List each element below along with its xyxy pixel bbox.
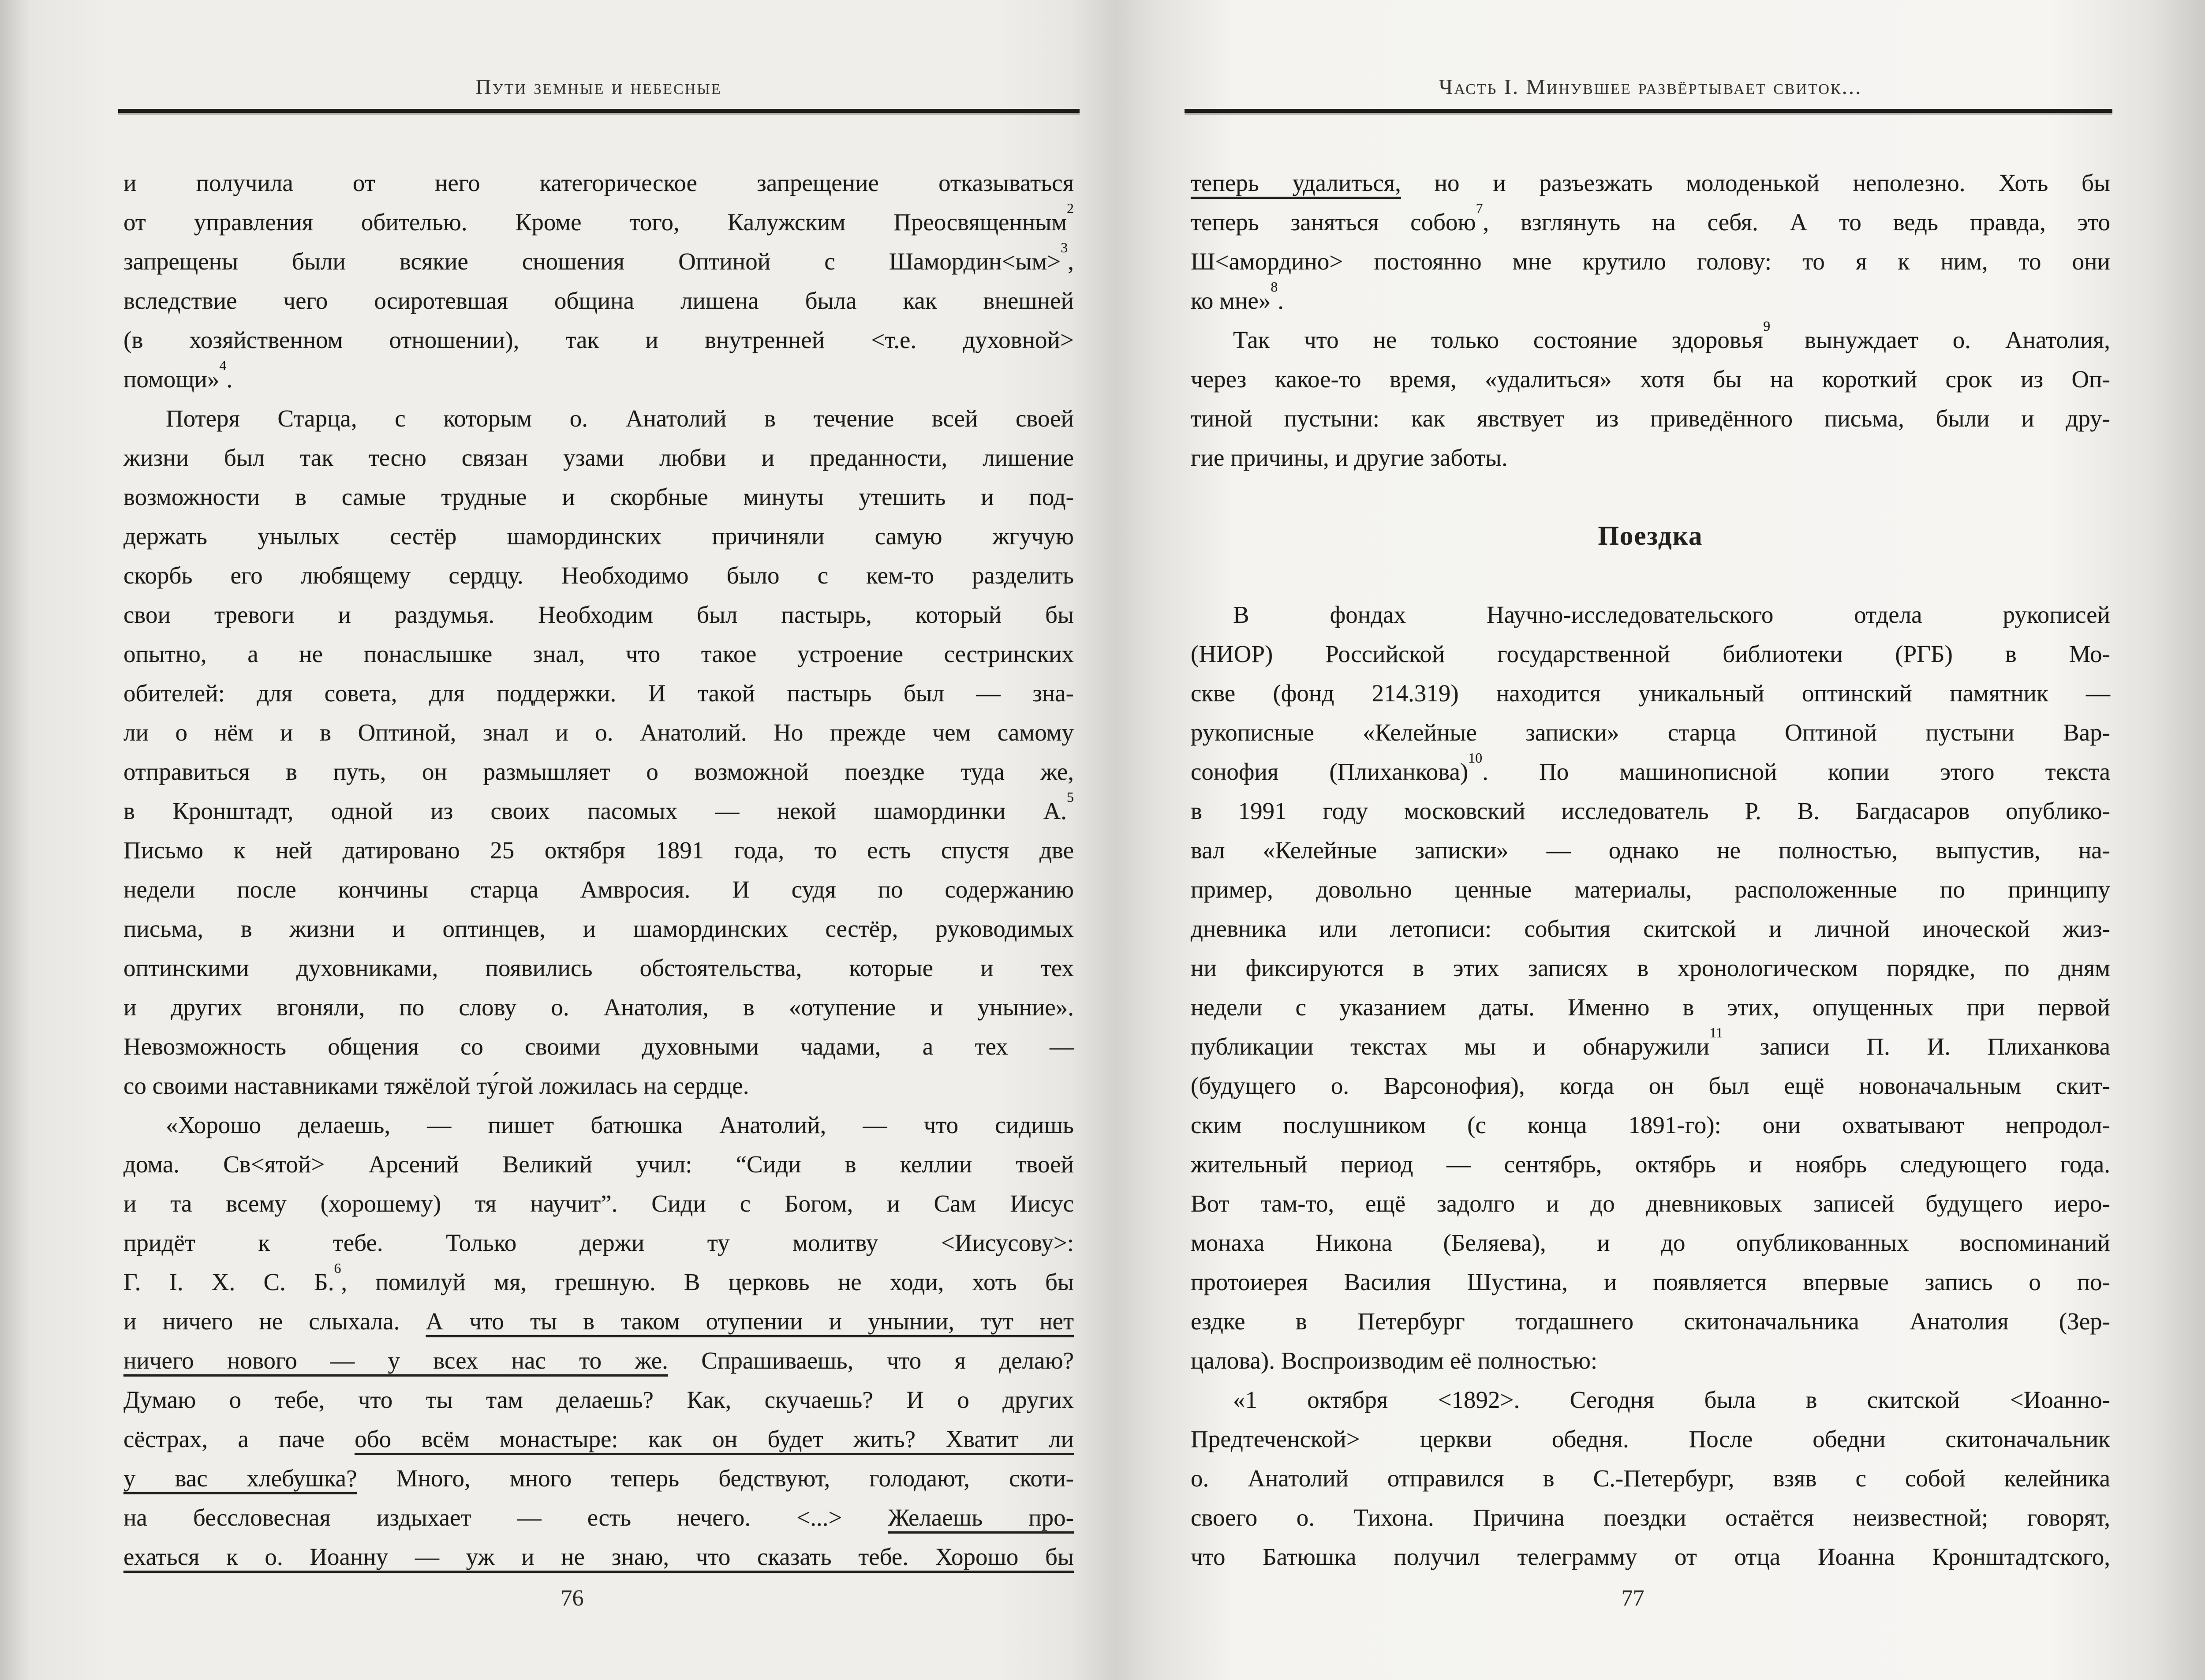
text-segment: Предтеченской> церкви обедня. После обедни скитоначальник — [1191, 1426, 2110, 1452]
text-segment: «1 октября <1892>. Сегодня была в скитской <Иоанно- — [1233, 1386, 2110, 1413]
text-line — [123, 1419, 1074, 1459]
text-line — [1191, 988, 2110, 1027]
text-segment: сёстрах, а паче — [123, 1426, 355, 1452]
text-line — [123, 988, 1074, 1027]
text-line — [123, 673, 1074, 713]
text-line — [1191, 281, 2110, 320]
text-segment: . — [1278, 287, 1284, 314]
text-segment: цалова). Воспроизводим её полностью: — [1191, 1347, 1598, 1374]
text-line — [123, 477, 1074, 516]
page-number-left: 76 — [561, 1586, 584, 1611]
text-segment: , помилуй мя, грешную. В церковь не ходи, хоть бы — [341, 1268, 1074, 1295]
text-line — [123, 1027, 1074, 1066]
text-segment: ли о нём и в Оптиной, знал и о. Анатолий. Но прежде чем самому — [123, 719, 1074, 746]
text-segment: жительный период — сентябрь, октябрь и ноябрь следующего года. — [1191, 1151, 2110, 1178]
text-segment: отправиться в путь, он размышляет о возможной поездке туда же, — [123, 758, 1074, 785]
text-segment: гие причины, и другие заботы. — [1191, 444, 1508, 471]
text-line — [123, 909, 1074, 948]
text-line — [1191, 1341, 2110, 1380]
text-segment: Вот там-то, ещё задолго и до дневниковых записей будущего иеро- — [1191, 1190, 2110, 1217]
text-segment: на бессловесная издыхает — есть нечего. <...> — [123, 1504, 888, 1531]
text-segment: вследствие чего осиротевшая община лишена была как внешней — [123, 287, 1074, 314]
text-line — [1191, 1262, 2110, 1302]
section-heading: Поездка — [1598, 521, 1703, 551]
text-line — [123, 791, 1074, 831]
text-segment: скорбь его любящему сердцу. Необходимо было с кем-то разделить — [123, 562, 1074, 589]
footnote-ref: 2 — [1067, 200, 1074, 216]
text-line — [1191, 713, 2110, 752]
text-line — [1191, 1302, 2110, 1341]
text-segment: дома. Св<ятой> Арсений Великий учил: “Сиди в келлии твоей — [123, 1151, 1074, 1178]
text-line — [1191, 1380, 2110, 1419]
text-segment: (НИОР) Российской государственной библиотеки (РГБ) в Мо- — [1191, 640, 2110, 667]
text-line — [1191, 359, 2110, 399]
text-segment: рукописные «Келейные записки» старца Оптиной пустыни Вар- — [1191, 719, 2110, 746]
text-segment: со своими наставниками тяжёлой ту́гой ложилась на сердце. — [123, 1072, 749, 1099]
text-segment: ездке в Петербург тогдашнего скитоначальника Анатолия (Зер- — [1191, 1308, 2110, 1335]
text-line — [1191, 1537, 2110, 1576]
text-line — [1191, 1027, 2110, 1066]
text-segment: запрещены были всякие сношения Оптиной с Шамордин<ым> — [123, 248, 1061, 275]
text-segment: жизни был так тесно связан узами любви и преданности, лишение — [123, 444, 1074, 471]
text-segment: ни фиксируются в этих записях в хронологическом порядке, по дням — [1191, 954, 2110, 981]
text-line — [1191, 1105, 2110, 1145]
text-line — [123, 556, 1074, 595]
text-segment: о. Анатолий отправился в С.-Петербург, взяв с собой келейника — [1191, 1465, 2110, 1492]
text-line — [1191, 673, 2110, 713]
text-segment: свои тревоги и раздумья. Необходим был пастырь, который бы — [123, 601, 1074, 628]
text-segment: Невозможность общения со своими духовными чадами, а тех — — [123, 1033, 1074, 1060]
text-line — [123, 239, 1074, 281]
text-segment: скве (фонд 214.319) находится уникальный оптинский памятник — — [1191, 680, 2110, 707]
text-line — [123, 713, 1074, 752]
text-segment: теперь удалиться, — [1191, 169, 1401, 196]
footnote-ref: 11 — [1709, 1025, 1723, 1040]
text-segment: возможности в самые трудные и скорбные минуты утешить и под- — [123, 483, 1074, 510]
text-segment: ским послушником (с конца 1891-го): они охватывают непродол- — [1191, 1111, 2110, 1138]
text-line — [1191, 1459, 2110, 1498]
text-segment: Думаю о тебе, что ты там делаешь? Как, скучаешь? И о других — [123, 1386, 1074, 1413]
footnote-ref: 5 — [1067, 789, 1074, 805]
text-segment: и других вгоняли, по слову о. Анатолия, в «отупение и уныние». — [123, 994, 1074, 1021]
text-line — [1191, 399, 2110, 438]
text-segment: Так что не только состояние здоровья — [1233, 326, 1764, 353]
text-segment: Г. І. Х. С. Б. — [123, 1268, 334, 1295]
text-line — [1191, 1184, 2110, 1223]
text-line — [123, 1066, 1074, 1105]
text-segment: ко мне» — [1191, 287, 1271, 314]
text-line — [1191, 595, 2110, 634]
text-line — [123, 870, 1074, 909]
text-segment: через какое-то время, «удалиться» хотя бы на короткий срок из Оп- — [1191, 366, 2110, 393]
text-segment: и получила от него категорическое запрещение отказываться — [123, 169, 1074, 196]
text-segment: но и разъезжать молоденькой неполезно. Хоть бы — [1401, 169, 2110, 196]
text-line — [1191, 1498, 2110, 1537]
text-segment: Желаешь про- — [888, 1504, 1074, 1531]
text-line — [1191, 242, 2110, 281]
text-line — [1191, 202, 2110, 242]
text-line — [1191, 1419, 2110, 1459]
text-segment: Спрашиваешь, что я делаю? — [668, 1347, 1074, 1374]
text-segment: , взглянуть на себя. А то ведь правда, это — [1483, 209, 2111, 236]
text-segment: (будущего о. Варсонофия), когда он был ещё новоначальным скит- — [1191, 1072, 2110, 1099]
text-line — [1191, 634, 2110, 673]
text-line — [123, 831, 1074, 870]
text-column-right — [1191, 163, 2110, 1576]
text-line — [1191, 752, 2110, 791]
text-line — [1191, 320, 2110, 359]
text-segment: оптинскими духовниками, появились обстоятельства, которые и тех — [123, 954, 1074, 981]
text-segment: опытно, а не понаслышке знал, что такое устроение сестринских — [123, 640, 1074, 667]
footnote-ref: 8 — [1271, 279, 1278, 295]
text-line — [123, 359, 1074, 399]
header-rule-left — [118, 109, 1080, 113]
text-segment: вынуждает о. Анатолия, — [1770, 326, 2110, 353]
text-line — [123, 1223, 1074, 1262]
text-segment: монаха Никона (Беляева), и до опубликованных воспоминаний — [1191, 1229, 2110, 1256]
text-segment: от управления обителью. Кроме того, Калужским Преосвященным — [123, 209, 1067, 236]
text-line — [1191, 1145, 2110, 1184]
text-line — [123, 281, 1074, 320]
text-segment: дневника или летописи: события скитской и личной иноческой жиз- — [1191, 915, 2110, 942]
text-segment: теперь заняться собою — [1191, 209, 1476, 236]
footnote-ref: 3 — [1061, 239, 1068, 255]
text-line — [123, 438, 1074, 477]
text-line — [123, 399, 1074, 438]
text-segment: в Кронштадт, одной из своих пасомых — некой шамординки А. — [123, 797, 1067, 824]
text-segment: в 1991 году московский исследователь Р. В. Багдасаров опублико- — [1191, 797, 2110, 824]
header-rule-right — [1185, 109, 2112, 113]
text-line — [1191, 1066, 2110, 1105]
text-line — [123, 752, 1074, 791]
text-segment: вал «Келейные записки» — однако не полностью, выпустив, на- — [1191, 837, 2110, 864]
text-segment: , — [1068, 248, 1074, 275]
footnote-ref: 4 — [219, 357, 227, 373]
text-segment: сонофия (Плиханкова) — [1191, 758, 1469, 785]
text-line — [123, 1498, 1074, 1537]
text-segment: ничего нового — у всех нас то же. — [123, 1347, 668, 1374]
text-segment: ехаться к о. Иоанну — уж и не знаю, что сказать тебе. Хорошо бы — [123, 1543, 1074, 1570]
text-segment: и та всему (хорошему) тя научит”. Сиди с Богом, и Сам Иисус — [123, 1190, 1074, 1217]
text-segment: протоиерея Василия Шустина, и появляется впервые запись о по- — [1191, 1268, 2110, 1295]
text-line — [1191, 163, 2110, 202]
footnote-ref: 9 — [1763, 318, 1771, 334]
text-segment: Потеря Старца, с которым о. Анатолий в течение всей своей — [166, 405, 1074, 432]
running-header-left: Пути земные и небесные — [475, 75, 722, 99]
text-segment: (в хозяйственном отношении), так и внутренней <т.е. духовной> — [123, 326, 1074, 353]
text-line — [123, 320, 1074, 359]
text-line — [123, 1341, 1074, 1380]
text-line — [123, 163, 1074, 202]
text-line — [1191, 831, 2110, 870]
text-line — [123, 1459, 1074, 1498]
text-segment: и ничего не слыхала. — [123, 1308, 426, 1335]
text-line — [1191, 909, 2110, 948]
text-segment: недели с указанием даты. Именно в этих, опущенных при первой — [1191, 994, 2110, 1021]
text-line — [1191, 791, 2110, 831]
text-segment: В фондах Научно-исследовательского отдела рукописей — [1233, 601, 2110, 628]
text-line — [1191, 438, 2110, 477]
text-segment: обителей: для совета, для поддержки. И такой пастырь был — зна- — [123, 680, 1074, 707]
running-header-right: Часть I. Минувшее развёртывает свиток... — [1439, 75, 1862, 99]
text-segment: «Хорошо делаешь, — пишет батюшка Анатолий, — что сидишь — [166, 1111, 1074, 1138]
footnote-ref: 6 — [334, 1260, 341, 1276]
text-line — [123, 516, 1074, 556]
text-segment: что Батюшка получил телеграмму от отца Иоанна Кронштадтского, — [1191, 1543, 2110, 1570]
text-segment: держать унылых сестёр шамординских причиняли самую жгучую — [123, 523, 1074, 550]
text-segment: придёт к тебе. Только держи ту молитву <Иисусову>: — [123, 1229, 1074, 1256]
page-number-right: 77 — [1621, 1586, 1644, 1611]
text-segment: . По машинописной копии этого текста — [1482, 758, 2110, 785]
text-line — [123, 948, 1074, 988]
text-segment: Ш<амордино> постоянно мне крутило голову: то я к ним, то они — [1191, 248, 2110, 275]
text-segment: публикации текстах мы и обнаружили — [1191, 1033, 1710, 1060]
text-segment: пример, довольно ценные материалы, расположенные по принципу — [1191, 876, 2110, 903]
text-segment: своего о. Тихона. Причина поездки остаётся неизвестной; говорят, — [1191, 1504, 2110, 1531]
text-segment: Письмо к ней датировано 25 октября 1891 года, то есть спустя две — [123, 837, 1074, 864]
text-segment: письма, в жизни и оптинцев, и шамординских сестёр, руководимых — [123, 915, 1074, 942]
text-segment: помощи» — [123, 366, 220, 393]
text-line — [123, 1184, 1074, 1223]
text-segment: тиной пустыни: как явствует из приведённого письма, были и дру- — [1191, 405, 2110, 432]
text-segment: Много, много теперь бедствуют, голодают, скоти- — [357, 1465, 1074, 1492]
text-line — [123, 202, 1074, 242]
text-line — [1191, 948, 2110, 988]
text-line — [123, 1537, 1074, 1576]
text-segment: записи П. И. Плиханкова — [1723, 1033, 2110, 1060]
text-line — [1191, 870, 2110, 909]
text-segment: А что ты в таком отупении и унынии, тут нет — [426, 1308, 1074, 1335]
text-line — [123, 1262, 1074, 1302]
text-line — [123, 595, 1074, 634]
text-column-left — [123, 163, 1074, 1576]
footnote-ref: 7 — [1476, 200, 1483, 216]
footnote-ref: 10 — [1468, 750, 1483, 766]
text-segment: у вас хлебушка? — [123, 1465, 357, 1492]
text-segment: обо всём монастыре: как он будет жить? Хватит ли — [355, 1426, 1074, 1452]
text-segment: . — [226, 366, 233, 393]
text-line — [1191, 1223, 2110, 1262]
text-line — [123, 1105, 1074, 1145]
text-line — [123, 1302, 1074, 1341]
text-line — [123, 1145, 1074, 1184]
text-segment: недели после кончины старца Амвросия. И судя по содержанию — [123, 876, 1074, 903]
text-line — [123, 1380, 1074, 1419]
text-line — [123, 634, 1074, 673]
